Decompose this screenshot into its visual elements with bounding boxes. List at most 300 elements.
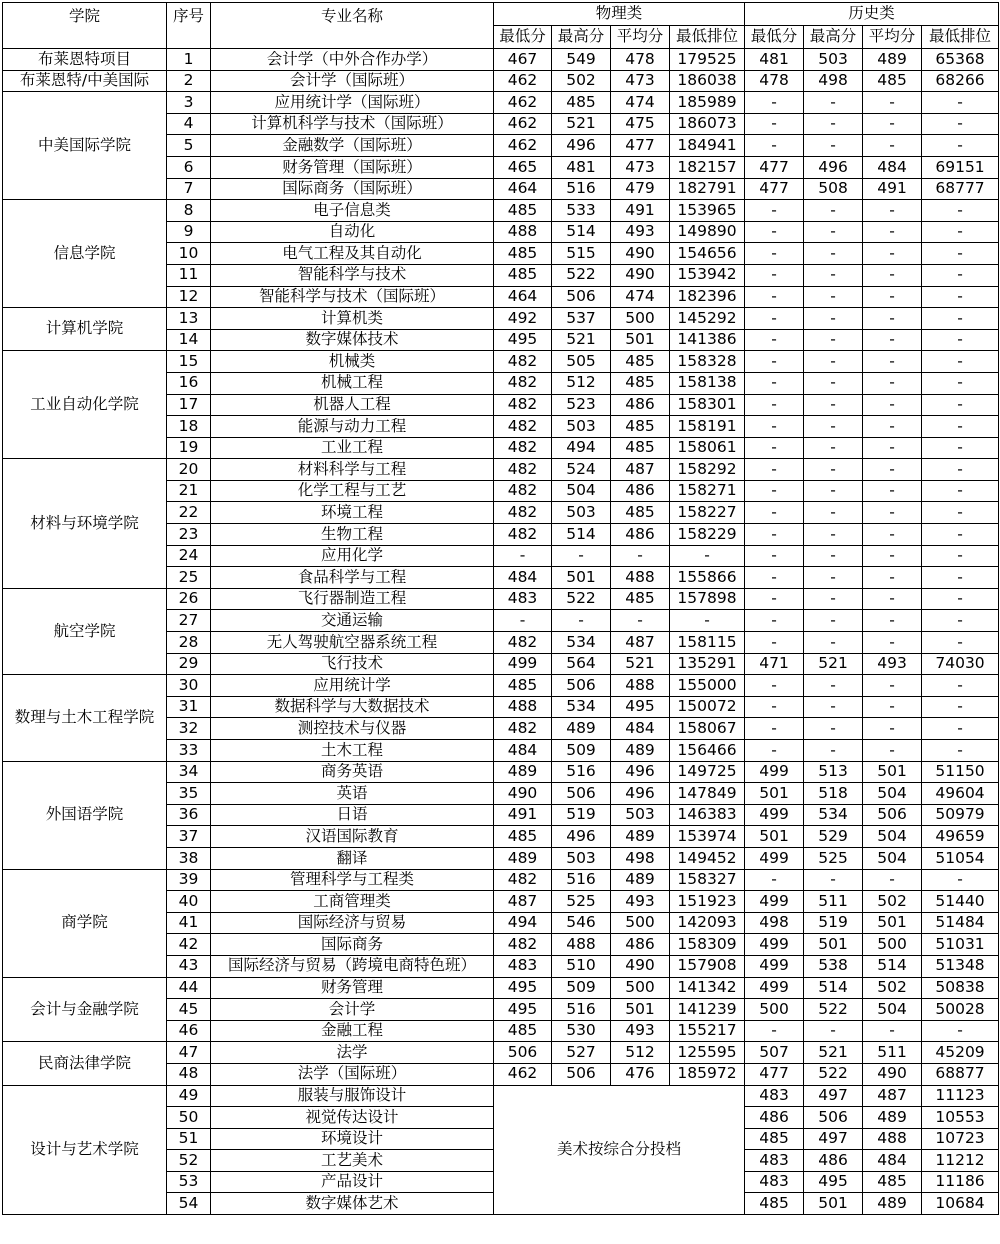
history-rank: - — [922, 869, 999, 891]
history-rank: - — [922, 394, 999, 416]
physics-rank: 179525 — [670, 49, 745, 71]
physics-max: 506 — [552, 1063, 611, 1085]
physics-min: 482 — [494, 718, 552, 740]
physics-max: 503 — [552, 502, 611, 524]
history-min: - — [745, 264, 804, 286]
row-index: 37 — [167, 826, 211, 848]
row-index: 17 — [167, 394, 211, 416]
physics-avg: 493 — [611, 891, 670, 913]
physics-max: 509 — [552, 740, 611, 762]
table-row — [3, 1085, 999, 1107]
history-min: 471 — [745, 653, 804, 675]
physics-rank: 125595 — [670, 1042, 745, 1064]
history-max: 508 — [804, 178, 863, 200]
college-name: 商学院 — [3, 869, 167, 977]
history-rank: 74030 — [922, 653, 999, 675]
row-index: 1 — [167, 49, 211, 71]
college-name: 信息学院 — [3, 200, 167, 308]
history-avg: - — [863, 394, 922, 416]
physics-avg: 485 — [611, 437, 670, 459]
history-max: 511 — [804, 891, 863, 913]
physics-max: 534 — [552, 696, 611, 718]
history-rank: - — [922, 610, 999, 632]
physics-avg: 500 — [611, 977, 670, 999]
history-min: 507 — [745, 1042, 804, 1064]
physics-max: 530 — [552, 1020, 611, 1042]
physics-min: 462 — [494, 1063, 552, 1085]
row-index: 5 — [167, 135, 211, 157]
college-name: 数理与土木工程学院 — [3, 675, 167, 761]
physics-rank: 158138 — [670, 372, 745, 394]
physics-max: 533 — [552, 200, 611, 222]
physics-avg: 485 — [611, 502, 670, 524]
physics-max: 564 — [552, 653, 611, 675]
major-name: 会计学（国际班） — [211, 70, 494, 92]
physics-min: 485 — [494, 675, 552, 697]
physics-avg: 487 — [611, 632, 670, 654]
physics-rank: 141342 — [670, 977, 745, 999]
history-rank: - — [922, 502, 999, 524]
major-name: 服装与服饰设计 — [211, 1085, 494, 1107]
physics-avg: 486 — [611, 394, 670, 416]
history-rank: - — [922, 264, 999, 286]
major-name: 英语 — [211, 783, 494, 805]
college-name: 计算机学院 — [3, 308, 167, 351]
major-name: 汉语国际教育 — [211, 826, 494, 848]
physics-min: 489 — [494, 847, 552, 869]
history-rank: - — [922, 459, 999, 481]
history-avg: - — [863, 588, 922, 610]
physics-rank: - — [670, 545, 745, 567]
major-name: 应用统计学 — [211, 675, 494, 697]
row-index: 11 — [167, 264, 211, 286]
history-max: - — [804, 632, 863, 654]
col-header-history-min: 最低分 — [745, 26, 804, 49]
table-row — [3, 351, 999, 373]
row-index: 13 — [167, 308, 211, 330]
history-max: 522 — [804, 1063, 863, 1085]
history-rank: 45209 — [922, 1042, 999, 1064]
history-avg: 489 — [863, 1107, 922, 1129]
physics-avg: 485 — [611, 372, 670, 394]
major-name: 法学 — [211, 1042, 494, 1064]
table-row — [3, 308, 999, 330]
history-rank: 10723 — [922, 1128, 999, 1150]
row-index: 35 — [167, 783, 211, 805]
physics-max: 546 — [552, 912, 611, 934]
physics-max: 522 — [552, 588, 611, 610]
history-rank: - — [922, 113, 999, 135]
history-avg: 504 — [863, 826, 922, 848]
physics-avg: 489 — [611, 826, 670, 848]
major-name: 工商管理类 — [211, 891, 494, 913]
physics-min: 484 — [494, 567, 552, 589]
history-max: - — [804, 459, 863, 481]
history-avg: 504 — [863, 783, 922, 805]
physics-max: 522 — [552, 264, 611, 286]
physics-max: - — [552, 610, 611, 632]
history-max: - — [804, 869, 863, 891]
history-min: 499 — [745, 761, 804, 783]
history-avg: - — [863, 740, 922, 762]
physics-min: 488 — [494, 696, 552, 718]
history-avg: - — [863, 675, 922, 697]
physics-rank: 156466 — [670, 740, 745, 762]
history-max: - — [804, 416, 863, 438]
physics-avg: 479 — [611, 178, 670, 200]
college-name: 中美国际学院 — [3, 92, 167, 200]
history-avg: 485 — [863, 1171, 922, 1193]
history-min: - — [745, 869, 804, 891]
history-rank: 49604 — [922, 783, 999, 805]
history-max: - — [804, 308, 863, 330]
physics-max: 488 — [552, 934, 611, 956]
row-index: 18 — [167, 416, 211, 438]
history-avg: - — [863, 502, 922, 524]
table-row — [3, 588, 999, 610]
physics-min: 482 — [494, 502, 552, 524]
history-max: 529 — [804, 826, 863, 848]
history-avg: 500 — [863, 934, 922, 956]
row-index: 8 — [167, 200, 211, 222]
physics-rank: 149725 — [670, 761, 745, 783]
history-avg: 511 — [863, 1042, 922, 1064]
history-max: - — [804, 696, 863, 718]
history-avg: 484 — [863, 1150, 922, 1172]
table-row — [3, 70, 999, 92]
history-min: - — [745, 718, 804, 740]
physics-min: 488 — [494, 221, 552, 243]
history-min: - — [745, 567, 804, 589]
history-rank: 51440 — [922, 891, 999, 913]
history-rank: 50028 — [922, 999, 999, 1021]
table-row — [3, 869, 999, 891]
history-rank: 69151 — [922, 156, 999, 178]
col-header-physics-rank: 最低排位 — [670, 26, 745, 49]
physics-max: 523 — [552, 394, 611, 416]
physics-min: 487 — [494, 891, 552, 913]
history-rank: - — [922, 329, 999, 351]
history-max: 501 — [804, 1193, 863, 1215]
physics-avg: 475 — [611, 113, 670, 135]
physics-rank: 153942 — [670, 264, 745, 286]
history-rank: - — [922, 524, 999, 546]
physics-rank: 157898 — [670, 588, 745, 610]
physics-min: 482 — [494, 524, 552, 546]
history-avg: - — [863, 264, 922, 286]
history-avg: - — [863, 351, 922, 373]
physics-max: 537 — [552, 308, 611, 330]
physics-min: 489 — [494, 761, 552, 783]
history-avg: 489 — [863, 49, 922, 71]
physics-min: 462 — [494, 70, 552, 92]
physics-min: 483 — [494, 588, 552, 610]
physics-min: 485 — [494, 200, 552, 222]
history-avg: - — [863, 200, 922, 222]
history-rank: - — [922, 567, 999, 589]
table-row — [3, 675, 999, 697]
physics-min: 485 — [494, 1020, 552, 1042]
art-note: 美术按综合分投档 — [494, 1085, 745, 1215]
college-name: 布莱恩特/中美国际 — [3, 70, 167, 92]
row-index: 6 — [167, 156, 211, 178]
history-avg: - — [863, 1020, 922, 1042]
physics-max: 496 — [552, 135, 611, 157]
row-index: 12 — [167, 286, 211, 308]
row-index: 40 — [167, 891, 211, 913]
physics-min: 495 — [494, 999, 552, 1021]
history-max: - — [804, 92, 863, 114]
major-name: 法学（国际班） — [211, 1063, 494, 1085]
physics-rank: 142093 — [670, 912, 745, 934]
history-max: 495 — [804, 1171, 863, 1193]
row-index: 23 — [167, 524, 211, 546]
history-max: - — [804, 480, 863, 502]
col-header-history-rank: 最低排位 — [922, 26, 999, 49]
row-index: 47 — [167, 1042, 211, 1064]
physics-rank: 155866 — [670, 567, 745, 589]
history-min: - — [745, 632, 804, 654]
physics-rank: 182157 — [670, 156, 745, 178]
group-header-history: 历史类 — [745, 3, 999, 26]
physics-rank: 186038 — [670, 70, 745, 92]
history-avg: - — [863, 286, 922, 308]
physics-max: 549 — [552, 49, 611, 71]
physics-max: 527 — [552, 1042, 611, 1064]
history-rank: - — [922, 740, 999, 762]
physics-avg: 493 — [611, 1020, 670, 1042]
history-min: 478 — [745, 70, 804, 92]
physics-rank: 158271 — [670, 480, 745, 502]
major-name: 国际经济与贸易 — [211, 912, 494, 934]
row-index: 21 — [167, 480, 211, 502]
physics-avg: 486 — [611, 934, 670, 956]
history-rank: - — [922, 243, 999, 265]
history-min: - — [745, 696, 804, 718]
physics-min: 482 — [494, 632, 552, 654]
history-avg: - — [863, 459, 922, 481]
history-avg: 504 — [863, 847, 922, 869]
history-min: 477 — [745, 1063, 804, 1085]
history-rank: - — [922, 1020, 999, 1042]
row-index: 7 — [167, 178, 211, 200]
row-index: 49 — [167, 1085, 211, 1107]
physics-rank: 141239 — [670, 999, 745, 1021]
physics-rank: 182791 — [670, 178, 745, 200]
history-avg: 485 — [863, 70, 922, 92]
history-max: 498 — [804, 70, 863, 92]
history-avg: 491 — [863, 178, 922, 200]
history-rank: - — [922, 308, 999, 330]
physics-avg: 490 — [611, 955, 670, 977]
history-min: - — [745, 588, 804, 610]
major-name: 环境工程 — [211, 502, 494, 524]
physics-min: 482 — [494, 394, 552, 416]
physics-rank: 141386 — [670, 329, 745, 351]
history-avg: - — [863, 329, 922, 351]
row-index: 10 — [167, 243, 211, 265]
history-avg: - — [863, 416, 922, 438]
physics-max: 521 — [552, 329, 611, 351]
history-max: - — [804, 264, 863, 286]
major-name: 机器人工程 — [211, 394, 494, 416]
major-name: 环境设计 — [211, 1128, 494, 1150]
physics-avg: 473 — [611, 70, 670, 92]
physics-min: 484 — [494, 740, 552, 762]
history-rank: 51484 — [922, 912, 999, 934]
major-name: 国际经济与贸易（跨境电商特色班） — [211, 955, 494, 977]
history-rank: - — [922, 718, 999, 740]
physics-rank: 155000 — [670, 675, 745, 697]
history-max: 496 — [804, 156, 863, 178]
major-name: 计算机类 — [211, 308, 494, 330]
physics-rank: 150072 — [670, 696, 745, 718]
admission-score-table — [2, 2, 999, 1215]
row-index: 15 — [167, 351, 211, 373]
physics-max: 485 — [552, 92, 611, 114]
history-max: 501 — [804, 934, 863, 956]
history-avg: - — [863, 545, 922, 567]
row-index: 38 — [167, 847, 211, 869]
row-index: 32 — [167, 718, 211, 740]
physics-max: 504 — [552, 480, 611, 502]
major-name: 飞行器制造工程 — [211, 588, 494, 610]
history-max: 521 — [804, 653, 863, 675]
history-min: 499 — [745, 955, 804, 977]
row-index: 19 — [167, 437, 211, 459]
history-min: - — [745, 675, 804, 697]
physics-min: 482 — [494, 437, 552, 459]
history-rank: 68266 — [922, 70, 999, 92]
history-avg: 484 — [863, 156, 922, 178]
history-max: 538 — [804, 955, 863, 977]
physics-avg: 521 — [611, 653, 670, 675]
physics-avg: 503 — [611, 804, 670, 826]
table-body — [3, 49, 999, 1215]
physics-max: 481 — [552, 156, 611, 178]
physics-rank: 158067 — [670, 718, 745, 740]
physics-avg: 486 — [611, 524, 670, 546]
physics-min: 485 — [494, 243, 552, 265]
history-min: - — [745, 135, 804, 157]
col-header-history-max: 最高分 — [804, 26, 863, 49]
history-min: 477 — [745, 156, 804, 178]
history-min: 483 — [745, 1150, 804, 1172]
college-name: 工业自动化学院 — [3, 351, 167, 459]
major-name: 电子信息类 — [211, 200, 494, 222]
physics-avg: 493 — [611, 221, 670, 243]
major-name: 金融数学（国际班） — [211, 135, 494, 157]
table-row — [3, 200, 999, 222]
physics-rank: 184941 — [670, 135, 745, 157]
history-avg: 504 — [863, 999, 922, 1021]
physics-max: 502 — [552, 70, 611, 92]
history-min: - — [745, 113, 804, 135]
history-avg: 502 — [863, 977, 922, 999]
physics-min: 464 — [494, 286, 552, 308]
history-avg: 493 — [863, 653, 922, 675]
history-max: 514 — [804, 977, 863, 999]
history-min: 500 — [745, 999, 804, 1021]
col-header-physics-max: 最高分 — [552, 26, 611, 49]
physics-min: 506 — [494, 1042, 552, 1064]
history-max: - — [804, 610, 863, 632]
physics-min: 494 — [494, 912, 552, 934]
history-rank: - — [922, 200, 999, 222]
physics-rank: 158115 — [670, 632, 745, 654]
physics-min: 483 — [494, 955, 552, 977]
history-min: - — [745, 610, 804, 632]
physics-rank: 185972 — [670, 1063, 745, 1085]
history-min: - — [745, 351, 804, 373]
history-rank: - — [922, 696, 999, 718]
physics-min: 485 — [494, 826, 552, 848]
history-rank: 51150 — [922, 761, 999, 783]
physics-rank: 185989 — [670, 92, 745, 114]
physics-max: 509 — [552, 977, 611, 999]
row-index: 25 — [167, 567, 211, 589]
history-rank: - — [922, 92, 999, 114]
history-max: - — [804, 718, 863, 740]
major-name: 金融工程 — [211, 1020, 494, 1042]
college-name: 会计与金融学院 — [3, 977, 167, 1042]
row-index: 27 — [167, 610, 211, 632]
physics-min: 482 — [494, 934, 552, 956]
history-rank: - — [922, 351, 999, 373]
major-name: 数据科学与大数据技术 — [211, 696, 494, 718]
history-avg: - — [863, 243, 922, 265]
col-header-history-avg: 平均分 — [863, 26, 922, 49]
history-min: - — [745, 221, 804, 243]
history-max: - — [804, 329, 863, 351]
history-rank: 11212 — [922, 1150, 999, 1172]
physics-avg: 496 — [611, 783, 670, 805]
physics-avg: - — [611, 610, 670, 632]
physics-rank: 158292 — [670, 459, 745, 481]
physics-avg: 500 — [611, 912, 670, 934]
major-name: 会计学（中外合作办学） — [211, 49, 494, 71]
history-min: 499 — [745, 934, 804, 956]
history-min: 499 — [745, 804, 804, 826]
col-header-physics-min: 最低分 — [494, 26, 552, 49]
history-max: 525 — [804, 847, 863, 869]
physics-avg: - — [611, 545, 670, 567]
major-name: 管理科学与工程类 — [211, 869, 494, 891]
history-max: 521 — [804, 1042, 863, 1064]
row-index: 20 — [167, 459, 211, 481]
physics-min: 491 — [494, 804, 552, 826]
physics-max: 510 — [552, 955, 611, 977]
major-name: 机械工程 — [211, 372, 494, 394]
history-min: - — [745, 524, 804, 546]
major-name: 智能科学与技术（国际班） — [211, 286, 494, 308]
physics-rank: 157908 — [670, 955, 745, 977]
physics-min: 467 — [494, 49, 552, 71]
row-index: 3 — [167, 92, 211, 114]
history-avg: - — [863, 524, 922, 546]
history-max: - — [804, 394, 863, 416]
history-avg: 489 — [863, 1193, 922, 1215]
table-row — [3, 459, 999, 481]
history-avg: 501 — [863, 761, 922, 783]
physics-rank: 135291 — [670, 653, 745, 675]
physics-min: 482 — [494, 480, 552, 502]
major-name: 商务英语 — [211, 761, 494, 783]
major-name: 工业工程 — [211, 437, 494, 459]
row-index: 4 — [167, 113, 211, 135]
physics-avg: 485 — [611, 416, 670, 438]
row-index: 26 — [167, 588, 211, 610]
